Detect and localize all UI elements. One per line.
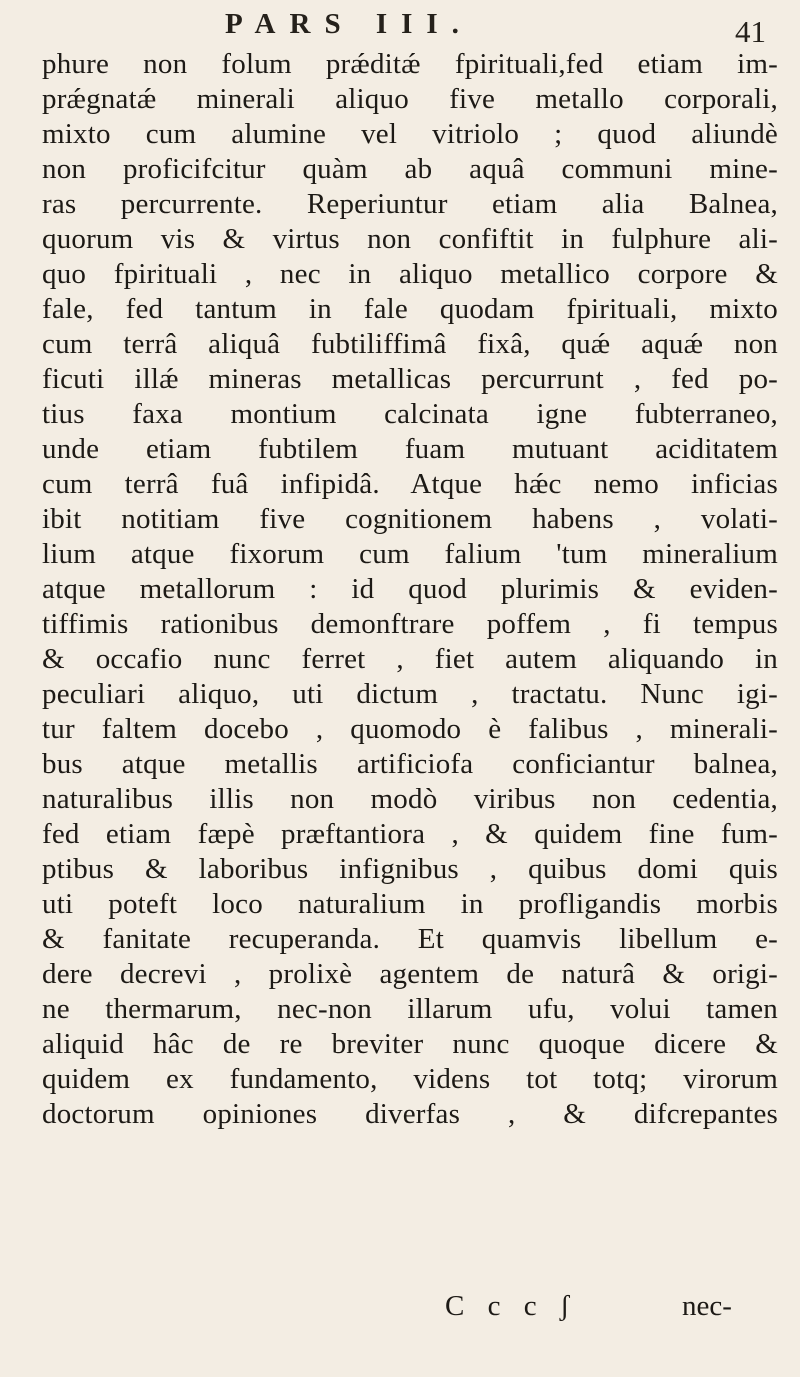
text-line: aliquid hâc de re breviter nunc quoque dicere & [42, 1028, 778, 1060]
page-footer [0, 1290, 800, 1330]
page-number: 41 [735, 14, 766, 49]
text-line: mixto cum alumine vel vitriolo ; quod aliundè [42, 118, 778, 150]
text-line: quorum vis & virtus non confiftit in fulphure ali- [42, 223, 778, 255]
text-line: unde etiam fubtilem fuam mutuant aciditatem [42, 433, 778, 465]
text-line: & fanitate recuperanda. Et quamvis libellum e- [42, 923, 778, 955]
text-line: quo fpirituali , nec in aliquo metallico corpore & [42, 258, 778, 290]
text-line: non proficifcitur quàm ab aquâ communi mine- [42, 153, 778, 185]
text-line: bus atque metallis artificiofa conficiantur balnea, [42, 748, 778, 780]
running-title: PARS III. [225, 8, 473, 40]
text-line: cum terrâ fuâ infipidâ. Atque hǽc nemo inficias [42, 468, 778, 500]
text-line: uti poteft loco naturalium in profligandis morbis [42, 888, 778, 920]
text-line: lium atque fixorum cum falium 'tum mineralium [42, 538, 778, 570]
text-line: tur faltem docebo , quomodo è falibus , minerali- [42, 713, 778, 745]
text-line: & occafio nunc ferret , fiet autem aliquando in [42, 643, 778, 675]
text-line: phure non folum prǽditǽ fpirituali,fed etiam im- [42, 48, 778, 80]
text-line: dere decrevi , prolixè agentem de naturâ & origi- [42, 958, 778, 990]
body-text [42, 47, 778, 1132]
text-line: cum terrâ aliquâ fubtiliffimâ fixâ, quǽ aquǽ non [42, 328, 778, 360]
text-line: fale, fed tantum in fale quodam fpirituali, mixto [42, 293, 778, 325]
text-line: tiffimis rationibus demonftrare poffem , fi tempus [42, 608, 778, 640]
text-line: prǽgnatǽ minerali aliquo five metallo corporali, [42, 83, 778, 115]
text-line: ptibus & laboribus infignibus , quibus domi quis [42, 853, 778, 885]
text-line: ne thermarum, nec-non illarum ufu, volui tamen [42, 993, 778, 1025]
text-line: ibit notitiam five cognitionem habens , volati- [42, 503, 778, 535]
signature-mark: C c c ʃ [445, 1290, 578, 1322]
text-line: tius faxa montium calcinata igne fubterraneo, [42, 398, 778, 430]
text-line: peculiari aliquo, uti dictum , tractatu. Nunc igi- [42, 678, 778, 710]
text-line: fed etiam fæpè præftantiora , & quidem fine fum- [42, 818, 778, 850]
text-line: quidem ex fundamento, videns tot totq; virorum [42, 1063, 778, 1095]
text-line: ficuti illǽ mineras metallicas percurrunt , fed po- [42, 363, 778, 395]
text-line: atque metallorum : id quod plurimis & eviden- [42, 573, 778, 605]
text-line: naturalibus illis non modò viribus non cedentia, [42, 783, 778, 815]
catchword: nec- [682, 1290, 732, 1322]
text-line: doctorum opiniones diverfas , & difcrepantes [42, 1098, 778, 1130]
running-head [0, 6, 800, 49]
text-line: ras percurrente. Reperiuntur etiam alia Balnea, [42, 188, 778, 220]
